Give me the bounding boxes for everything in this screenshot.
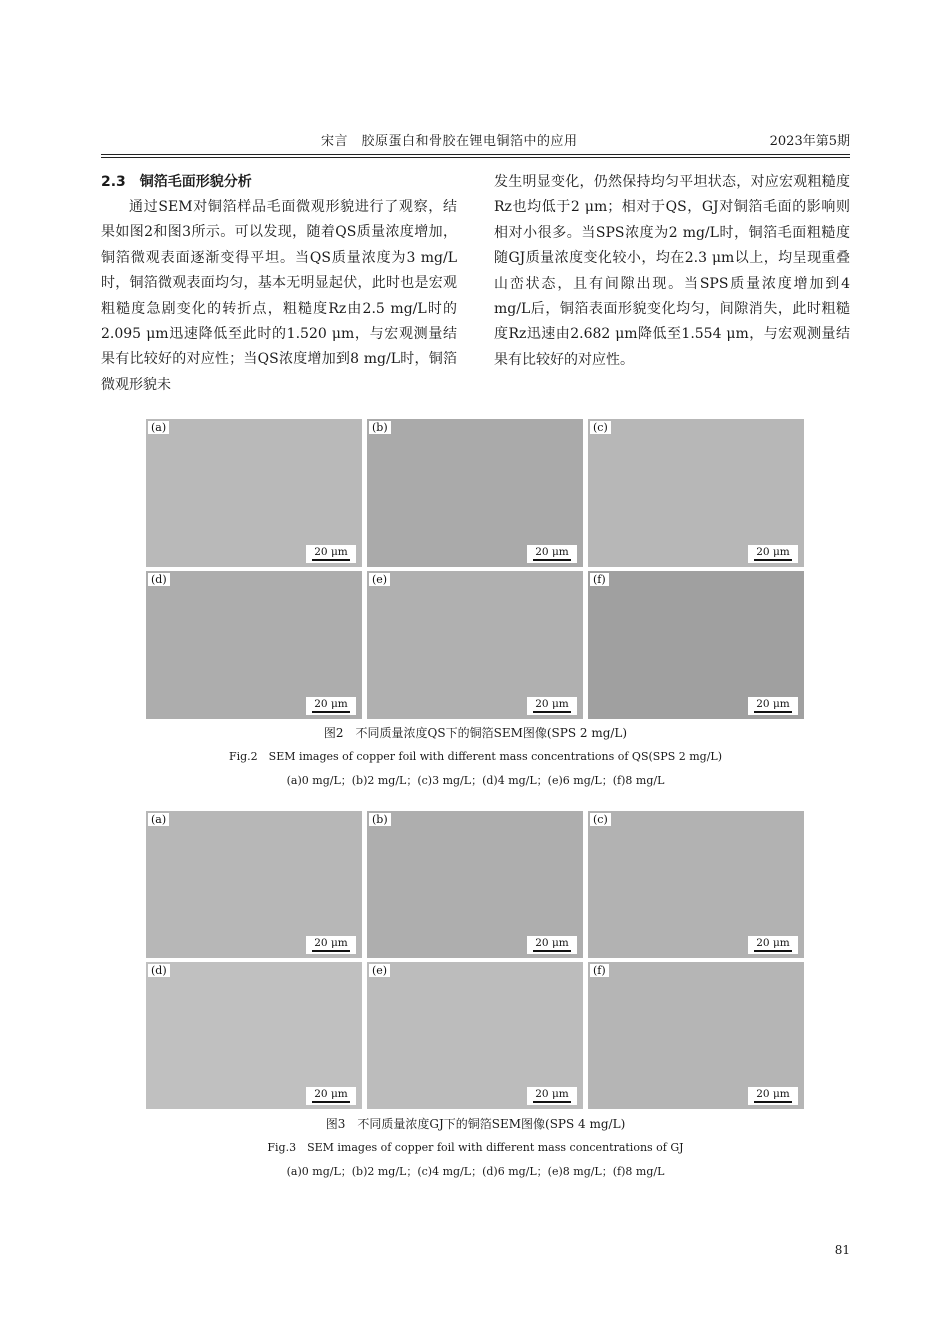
scale-bar — [748, 545, 798, 563]
section-heading: 2.3 铜箔毛面形貌分析 — [101, 174, 252, 190]
panel-label: (c) — [590, 813, 611, 826]
scale-bar — [527, 1087, 577, 1105]
section-paragraph: 通过SEM对铜箔样品毛面微观形貌进行了观察，结果如图2和图3所示。可以发现，随着QS质量浓度增加，铜箔微观表面逐渐变得平坦。当QS质量浓度为3 mg/L时，铜箔微观表面均匀，基本无明显起伏，此时也是宏观粗糙度急剧变化的转折点，粗糙度Rz由2.5 mg/L时的2.095 μm迅速降低至此时的1.520 μm，与宏观测量结果有比较好的对应性；当QS浓度增加到8 mg/L时，铜箔微观形貌未 — [101, 199, 457, 393]
scale-bar-line — [754, 711, 792, 713]
panel-label: (f) — [590, 964, 609, 977]
sem-panel-e — [367, 962, 583, 1109]
panel-label: (d) — [148, 573, 170, 586]
scale-bar-line — [533, 950, 571, 952]
scale-bar — [306, 936, 356, 954]
figure-3-caption-zh: 图3 不同质量浓度GJ下的铜箔SEM图像(SPS 4 mg/L) — [325, 1117, 626, 1131]
scale-bar — [527, 545, 577, 563]
sem-panel-b — [367, 811, 583, 958]
scale-bar-label: 20 μm — [314, 937, 348, 949]
scale-bar-label: 20 μm — [314, 698, 348, 710]
scale-bar — [748, 1087, 798, 1105]
scale-bar-line — [754, 1101, 792, 1103]
running-header-issue: 2023年第5期 — [769, 134, 850, 149]
scale-bar-line — [312, 559, 350, 561]
scale-bar-line — [533, 1101, 571, 1103]
running-header — [101, 132, 850, 154]
header-rule-thick — [101, 154, 850, 155]
scale-bar-label: 20 μm — [756, 546, 790, 558]
scale-bar-label: 20 μm — [535, 546, 569, 558]
figure-2-caption-sub: (a)0 mg/L；(b)2 mg/L；(c)3 mg/L；(d)4 mg/L；(e)6 mg/L；(f)8 mg/L — [286, 774, 665, 787]
panel-label: (a) — [148, 813, 169, 826]
figure-2-caption-zh: 图2 不同质量浓度QS下的铜箔SEM图像(SPS 2 mg/L) — [323, 726, 628, 740]
scale-bar — [306, 697, 356, 715]
figure-3-caption-sub: (a)0 mg/L；(b)2 mg/L；(c)4 mg/L；(d)6 mg/L；(e)8 mg/L；(f)8 mg/L — [286, 1165, 665, 1178]
panel-label: (b) — [369, 421, 391, 434]
sem-panel-f — [588, 571, 804, 719]
scale-bar-label: 20 μm — [535, 1088, 569, 1100]
scale-bar-label: 20 μm — [756, 698, 790, 710]
scale-bar-line — [312, 950, 350, 952]
scale-bar-line — [754, 950, 792, 952]
sem-panel-a — [146, 811, 362, 958]
running-header-title: 宋言 胶原蛋白和骨胶在锂电铜箔中的应用 — [321, 134, 578, 149]
scale-bar — [527, 936, 577, 954]
text-column-right — [494, 170, 850, 373]
sem-panel-b — [367, 419, 583, 567]
figure-3 — [146, 811, 804, 1109]
sem-panel-c — [588, 419, 804, 567]
scale-bar-label: 20 μm — [756, 937, 790, 949]
figure-3-grid — [146, 811, 804, 1109]
scale-bar-label: 20 μm — [314, 1088, 348, 1100]
figure-2 — [146, 419, 804, 719]
sem-panel-f — [588, 962, 804, 1109]
section-paragraph-continued: 发生明显变化，仍然保持均匀平坦状态，对应宏观粗糙度Rz也均低于2 μm；相对于QS，GJ对铜箔毛面的影响则相对小很多。当SPS浓度为2 mg/L时，铜箔毛面粗糙度随GJ质量浓度变化较小，均在2.3 μm以上，均呈现重叠山峦状态，且有间隙出现。当SPS质量浓度增加到4 mg/L后，铜箔表面形貌变化均匀，间隙消失，此时粗糙度Rz迅速由2.682 μm降低至1.554 μm，与宏观测量结果有比较好的对应性。 — [494, 174, 850, 368]
panel-label: (b) — [369, 813, 391, 826]
sem-panel-e — [367, 571, 583, 719]
scale-bar-line — [754, 559, 792, 561]
page-number: 81 — [834, 1243, 850, 1257]
panel-label: (e) — [369, 573, 390, 586]
panel-label: (e) — [369, 964, 390, 977]
scale-bar — [306, 545, 356, 563]
figure-3-caption-en: Fig.3 SEM images of copper foil with different mass concentrations of GJ — [267, 1141, 684, 1154]
panel-label: (f) — [590, 573, 609, 586]
panel-label: (d) — [148, 964, 170, 977]
sem-panel-a — [146, 419, 362, 567]
scale-bar-line — [533, 711, 571, 713]
scale-bar — [748, 697, 798, 715]
text-column-left — [101, 170, 457, 398]
scale-bar — [527, 697, 577, 715]
scale-bar — [306, 1087, 356, 1105]
sem-panel-d — [146, 962, 362, 1109]
figure-3-caption — [101, 1116, 850, 1180]
panel-label: (c) — [590, 421, 611, 434]
scale-bar — [748, 936, 798, 954]
scale-bar-line — [533, 559, 571, 561]
figure-2-caption-en: Fig.2 SEM images of copper foil with different mass concentrations of QS(SPS 2 mg/L) — [228, 750, 723, 763]
sem-panel-d — [146, 571, 362, 719]
panel-label: (a) — [148, 421, 169, 434]
scale-bar-label: 20 μm — [756, 1088, 790, 1100]
sem-panel-c — [588, 811, 804, 958]
scale-bar-line — [312, 1101, 350, 1103]
scale-bar-label: 20 μm — [314, 546, 348, 558]
header-rule-thin — [101, 157, 850, 158]
scale-bar-line — [312, 711, 350, 713]
scale-bar-label: 20 μm — [535, 937, 569, 949]
figure-2-caption — [101, 725, 850, 789]
scale-bar-label: 20 μm — [535, 698, 569, 710]
figure-2-grid — [146, 419, 804, 719]
